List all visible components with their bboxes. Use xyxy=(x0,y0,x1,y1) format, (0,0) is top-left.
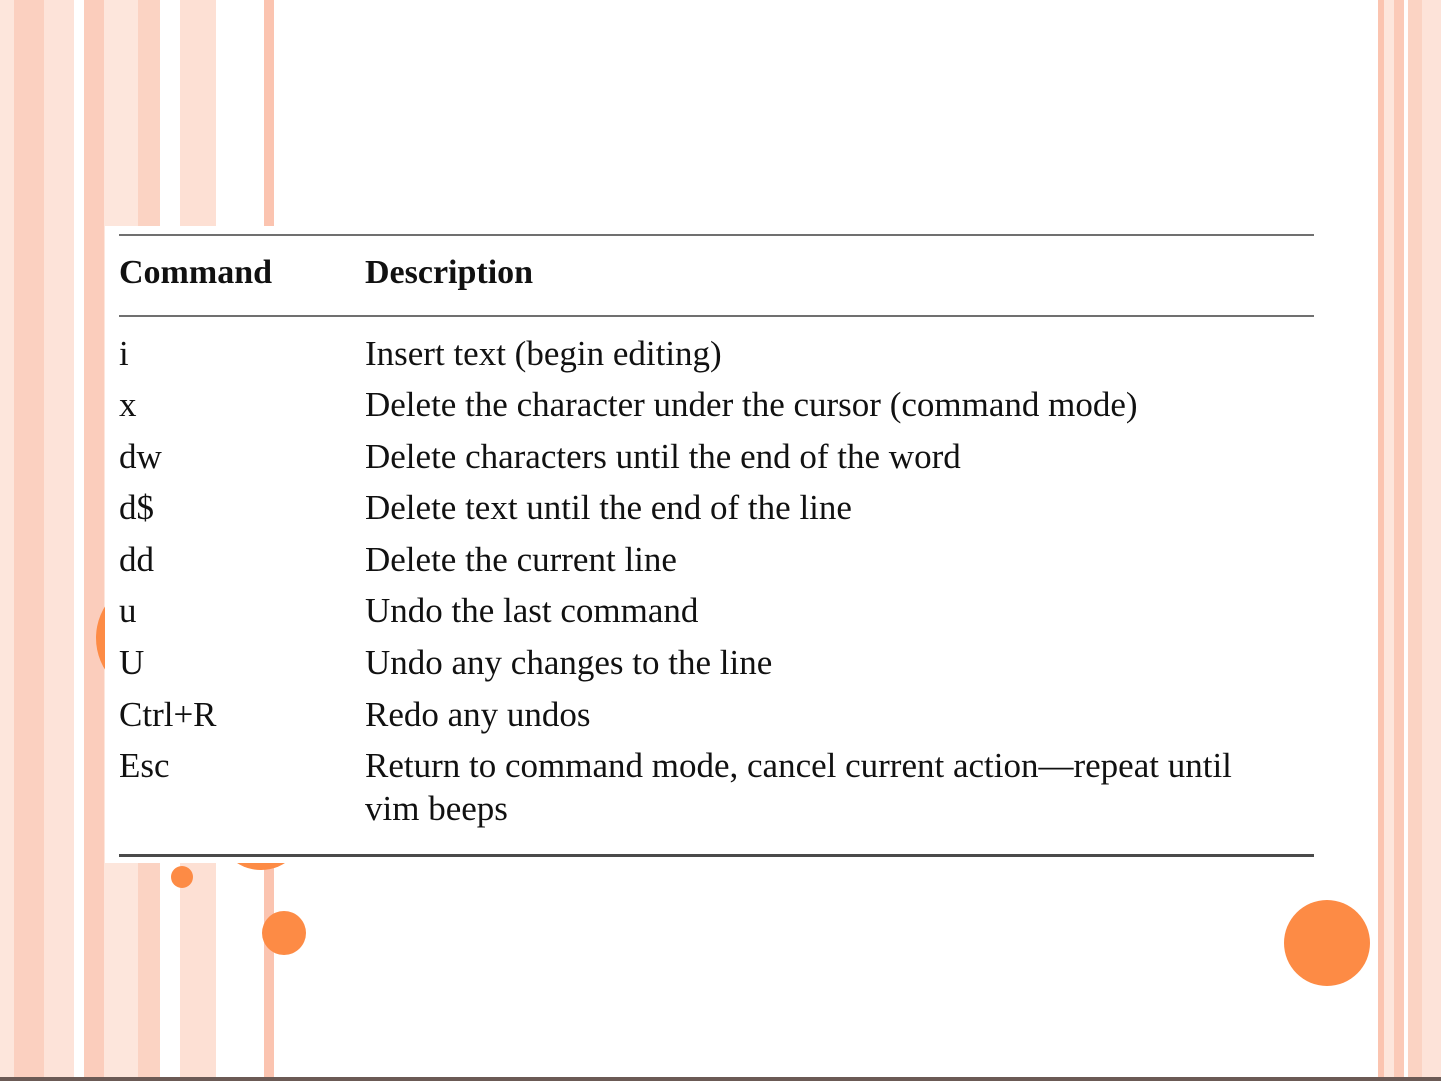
right-stripe-6 xyxy=(1422,0,1441,1081)
table-row-description: Redo any undos xyxy=(365,695,591,734)
table-row-description: Delete the character under the cursor (command mode) xyxy=(365,385,1138,424)
header-command: Command xyxy=(119,254,273,291)
table-row-description: Delete characters until the end of the word xyxy=(365,437,961,476)
orange-dot-small xyxy=(171,866,193,888)
table-row-command: Ctrl+R xyxy=(119,695,217,734)
table-row-description: Delete text until the end of the line xyxy=(365,488,852,527)
left-stripe-5 xyxy=(84,0,104,1081)
table-row-command: i xyxy=(119,334,129,373)
header-rule xyxy=(119,315,1314,317)
table-row-description: Undo any changes to the line xyxy=(365,643,773,682)
table-bottom-rule xyxy=(119,854,1314,857)
table-row-command: x xyxy=(119,385,137,424)
left-stripe-1 xyxy=(0,0,14,1081)
header-description: Description xyxy=(365,254,534,291)
right-stripe-5 xyxy=(1408,0,1422,1081)
table-row-description: Insert text (begin editing) xyxy=(365,334,722,373)
table-row-command: u xyxy=(119,591,137,630)
left-stripe-2 xyxy=(14,0,44,1081)
table-row-command: d$ xyxy=(119,488,154,527)
table-row-command: Esc xyxy=(119,746,170,785)
table-row-description-continued: vim beeps xyxy=(365,789,508,828)
table-row-description: Return to command mode, cancel current action—repeat until xyxy=(365,746,1232,785)
orange-dot-medium xyxy=(262,911,306,955)
vim-command-table xyxy=(105,226,1315,863)
right-stripe-3 xyxy=(1394,0,1404,1081)
table-row-command: dd xyxy=(119,540,154,579)
bottom-border xyxy=(0,1077,1441,1081)
left-stripe-4 xyxy=(74,0,84,1081)
table-row-command: U xyxy=(119,643,145,682)
table-row-description: Delete the current line xyxy=(365,540,677,579)
right-stripe-2 xyxy=(1384,0,1394,1081)
left-stripe-3 xyxy=(44,0,74,1081)
table-top-rule xyxy=(119,234,1314,236)
table-row-description: Undo the last command xyxy=(365,591,699,630)
table-row-command: dw xyxy=(119,437,162,476)
orange-circle-right xyxy=(1284,900,1370,986)
